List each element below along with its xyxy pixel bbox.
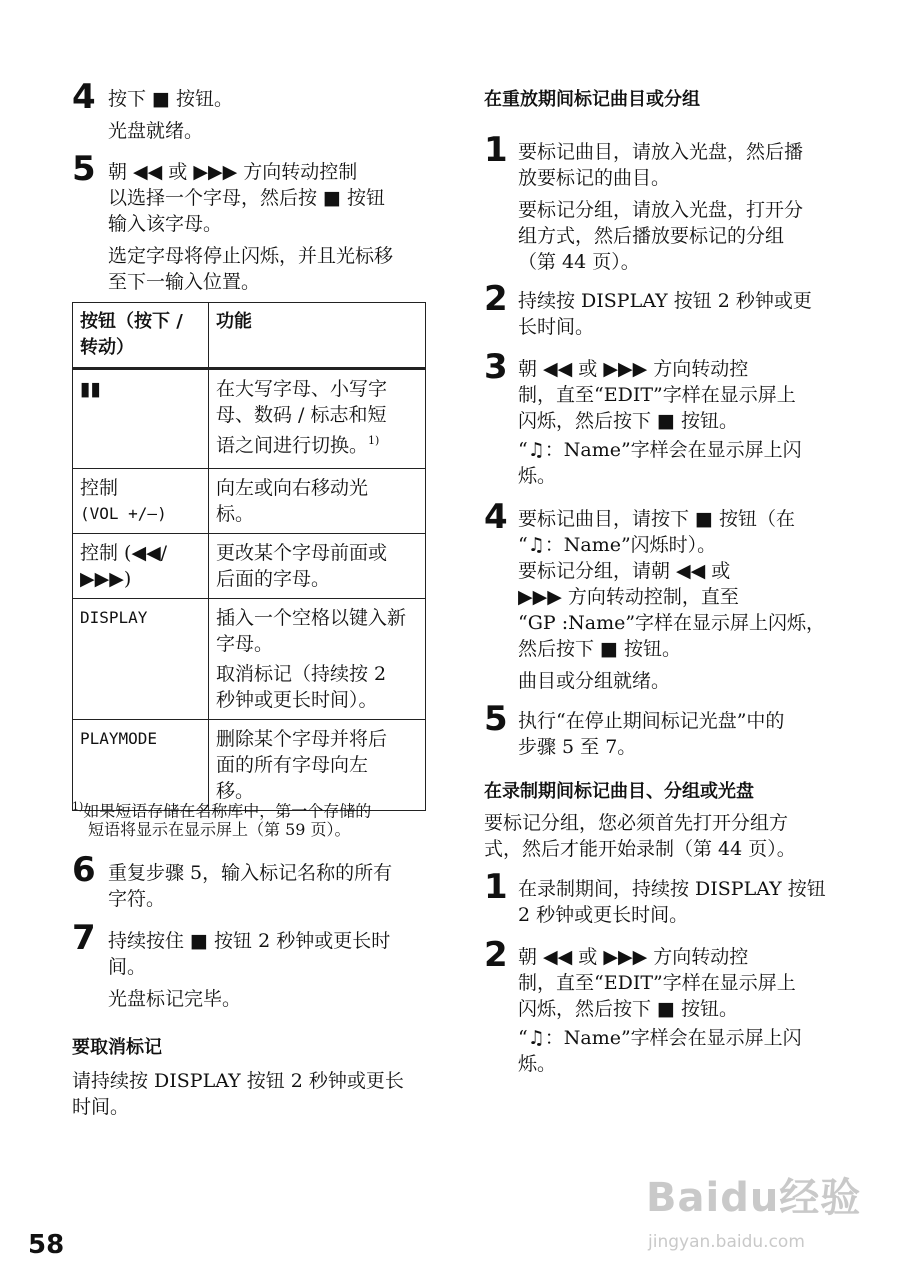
- header-button-line2: 转动）: [80, 337, 134, 358]
- table-row: [73, 599, 426, 720]
- r-step-4-line4: ▶▶▶ 方向转动控制，直至: [518, 586, 739, 608]
- pause-icon: ▮▮: [80, 378, 101, 400]
- cell-line: 取消标记（持续按 2: [216, 663, 387, 685]
- r-step-4-line1: 要标记曲目，请按下 ■ 按钮（在: [518, 508, 796, 530]
- cell-line: 控制 (◀◀/: [80, 542, 168, 564]
- s-step-2-line3: 闪烁，然后按下 ■ 按钮。: [518, 998, 739, 1020]
- table-cell-function: [209, 469, 426, 534]
- cell-line: 母、数码 / 标志和短: [216, 404, 387, 426]
- r-step-3-number: 3: [484, 347, 508, 387]
- step-5-number: 5: [72, 149, 96, 189]
- s-step-1-number: 1: [484, 867, 508, 907]
- table-row: [73, 369, 426, 469]
- r-step-3-line3: 闪烁，然后按下 ■ 按钮。: [518, 410, 739, 432]
- s-step-1-line2: 2 秒钟或更长时间。: [518, 904, 689, 926]
- watermark-url: jingyan.baidu.com: [648, 1232, 805, 1252]
- button-function-table: [72, 302, 426, 811]
- r-step-4-line5: “GP :Name”字样在显示屏上闪烁，: [518, 612, 826, 634]
- r-step-4-number: 4: [484, 497, 508, 537]
- r-step-3-line2: 制，直至“EDIT”字样在显示屏上: [518, 384, 796, 406]
- r-step-1-sub2: 组方式，然后播放要标记的分组: [518, 225, 785, 247]
- table-header-function: [209, 303, 426, 369]
- r-step-3-sub2: 烁。: [518, 465, 557, 487]
- cell-line: PLAYMODE: [80, 729, 158, 748]
- step-7-result: 光盘标记完毕。: [108, 988, 242, 1010]
- cell-line: 在大写字母、小写字: [216, 378, 388, 400]
- r-step-4-line3: 要标记分组，请朝 ◀◀ 或: [518, 560, 731, 582]
- cell-line: 移。: [216, 780, 255, 802]
- recording-intro-2: 式，然后才能开始录制（第 44 页）。: [484, 838, 796, 860]
- step-4-text: 按下 ■ 按钮。: [108, 88, 234, 110]
- r-step-1-line2: 放要标记的曲目。: [518, 167, 671, 189]
- watermark: [640, 1150, 870, 1270]
- step-7-line2: 间。: [108, 956, 147, 978]
- r-step-4-line2: “♫：Name”闪烁时）。: [518, 534, 717, 556]
- table-cell-key: [73, 599, 209, 720]
- step-6-line2: 字符。: [108, 888, 166, 910]
- cell-line: 删除某个字母并将后: [216, 728, 388, 750]
- s-step-2-line1: 朝 ◀◀ 或 ▶▶▶ 方向转动控: [518, 946, 749, 968]
- r-step-5-line1: 执行“在停止期间标记光盘”中的: [518, 710, 785, 732]
- s-step-2-sub1: “♫：Name”字样会在显示屏上闪: [518, 1027, 802, 1049]
- s-step-2-sub2: 烁。: [518, 1053, 557, 1075]
- cell-line: 字母。: [216, 633, 274, 655]
- step-5-line3: 输入该字母。: [108, 213, 223, 235]
- footnote-ref: 1): [368, 434, 380, 447]
- table-row: [73, 534, 426, 599]
- footnote-text-1: 如果短语存储在名称库中，第一个存储的: [83, 801, 372, 821]
- r-step-5-line2: 步骤 5 至 7。: [518, 736, 637, 758]
- step-4-number: 4: [72, 77, 96, 117]
- cell-line: 后面的字母。: [216, 568, 331, 590]
- cell-line: 插入一个空格以键入新: [216, 607, 407, 629]
- baidu-logo: Baidu经验: [646, 1175, 862, 1221]
- r-step-2-line1: 持续按 DISPLAY 按钮 2 秒钟或更: [518, 290, 812, 312]
- table-cell-key: [73, 534, 209, 599]
- header-function-label: 功能: [216, 311, 252, 332]
- step-7-number: 7: [72, 918, 96, 958]
- table-cell-key: [73, 469, 209, 534]
- page-number: 58: [28, 1230, 65, 1260]
- table-cell-function: [209, 534, 426, 599]
- r-step-4-result: 曲目或分组就绪。: [518, 670, 671, 692]
- cancel-line2: 时间。: [72, 1096, 130, 1118]
- step-6-line1: 重复步骤 5，输入标记名称的所有: [108, 862, 393, 884]
- r-step-1-sub1: 要标记分组，请放入光盘，打开分: [518, 199, 804, 221]
- r-step-3-line1: 朝 ◀◀ 或 ▶▶▶ 方向转动控: [518, 358, 749, 380]
- playback-heading: 在重放期间标记曲目或分组: [484, 89, 700, 110]
- cancel-heading: 要取消标记: [72, 1037, 162, 1058]
- step-5-result-1: 选定字母将停止闪烁，并且光标移: [108, 245, 394, 267]
- table-cell-function: [209, 599, 426, 720]
- recording-heading: 在录制期间标记曲目、分组或光盘: [484, 781, 754, 802]
- r-step-5-number: 5: [484, 699, 508, 739]
- table-row: [73, 469, 426, 534]
- recording-intro-1: 要标记分组，您必须首先打开分组方: [484, 812, 789, 834]
- cell-line: 更改某个字母前面或: [216, 542, 388, 564]
- table-header-button: [73, 303, 209, 369]
- step-5-line1: 朝 ◀◀ 或 ▶▶▶ 方向转动控制: [108, 161, 358, 183]
- r-step-2-number: 2: [484, 279, 508, 319]
- footnote-mark: 1): [72, 800, 84, 813]
- step-7-line1: 持续按住 ■ 按钮 2 秒钟或更长时: [108, 930, 391, 952]
- step-6-number: 6: [72, 850, 96, 890]
- cancel-line1: 请持续按 DISPLAY 按钮 2 秒钟或更长: [72, 1070, 404, 1092]
- cell-line: 语之间进行切换。: [216, 434, 369, 457]
- s-step-1-line1: 在录制期间，持续按 DISPLAY 按钮: [518, 878, 826, 900]
- r-step-4-line6: 然后按下 ■ 按钮。: [518, 638, 682, 660]
- table-cell-key: [73, 369, 209, 469]
- r-step-1-sub3: （第 44 页）。: [518, 251, 640, 273]
- cell-line: 标。: [216, 503, 255, 525]
- table-header-row: [73, 303, 426, 369]
- cell-line: DISPLAY: [80, 608, 148, 627]
- r-step-3-sub1: “♫：Name”字样会在显示屏上闪: [518, 439, 802, 461]
- cell-line: 控制: [80, 477, 119, 499]
- cell-line: 向左或向右移动光: [216, 477, 369, 499]
- table-cell-function: [209, 369, 426, 469]
- r-step-1-number: 1: [484, 130, 508, 170]
- cell-line: 面的所有字母向左: [216, 754, 369, 776]
- cell-line: (VOL +/–): [80, 504, 167, 523]
- r-step-1-line1: 要标记曲目，请放入光盘，然后播: [518, 141, 804, 163]
- s-step-2-line2: 制，直至“EDIT”字样在显示屏上: [518, 972, 796, 994]
- step-5-result-2: 至下一输入位置。: [108, 271, 261, 293]
- r-step-2-line2: 长时间。: [518, 316, 595, 338]
- step-5-line2: 以选择一个字母，然后按 ■ 按钮: [108, 187, 386, 209]
- s-step-2-number: 2: [484, 935, 508, 975]
- header-button-line1: 按钮（按下 /: [80, 311, 183, 332]
- footnote-line2: 短语将显示在显示屏上（第 59 页）。: [88, 820, 351, 839]
- cell-line: ▶▶▶): [80, 568, 132, 590]
- cell-line: 秒钟或更长时间）。: [216, 689, 378, 711]
- step-4-result: 光盘就绪。: [108, 120, 204, 142]
